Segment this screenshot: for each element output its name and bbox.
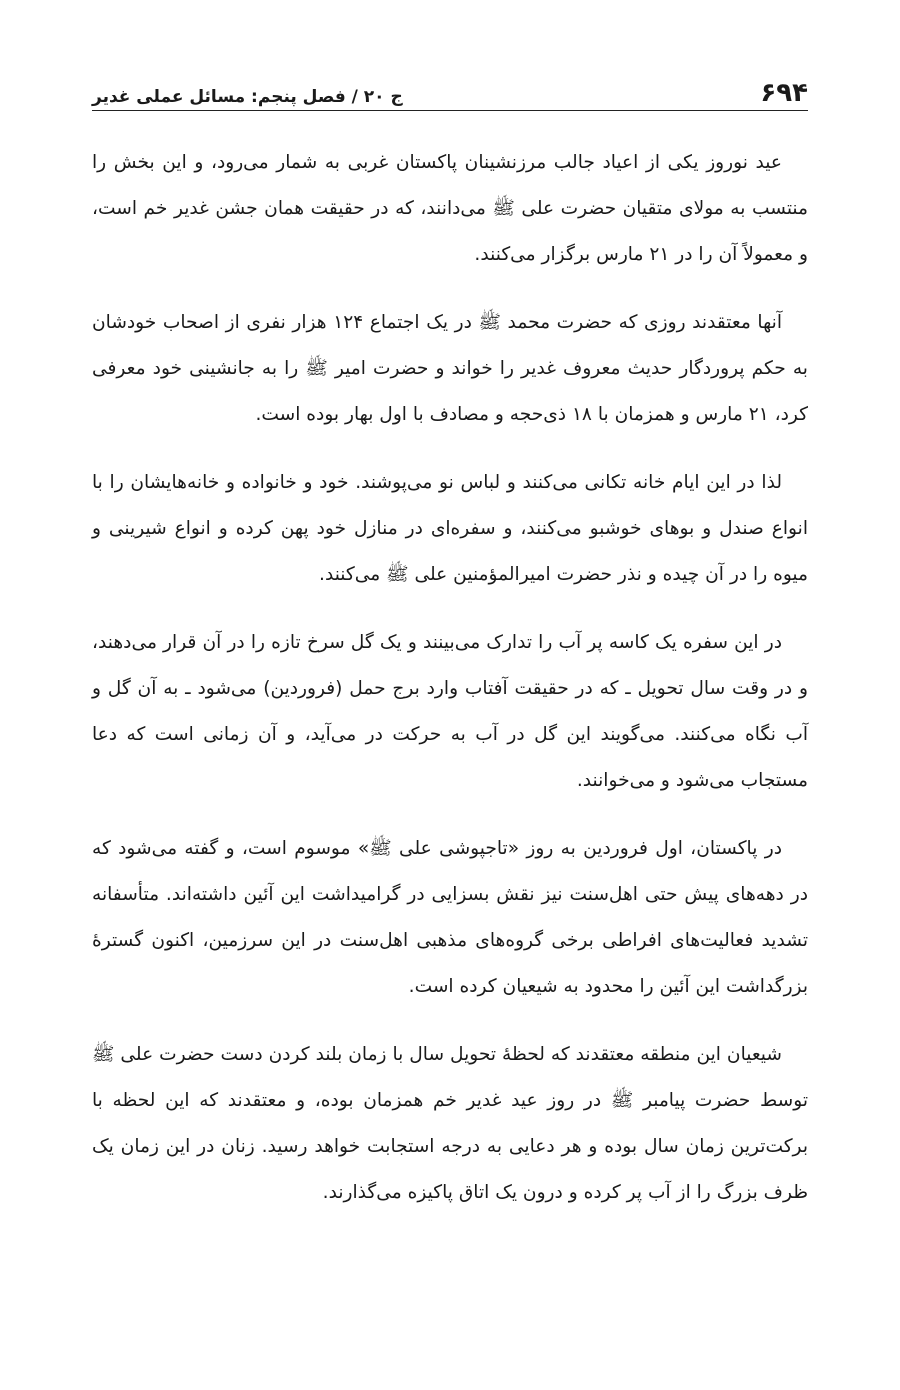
page-header: [92, 66, 808, 111]
paragraph-5: در پاکستان، اول فروردین به روز «تاجپوشی علی ﷺ» موسوم است، و گفته می‌شود که در دهه‌های پیش حتی اهل‌سنت نیز نقش بسزایی در گرامیداشت این آئین داشته‌اند. متأسفانه تشدید فعالیت‌های افراطی برخی گروه‌های مذهبی اهل‌سنت در این سرزمین، اکنون گسترهٔ بزرگداشت این آئین را محدود به شیعیان کرده است.: [92, 838, 808, 997]
running-title: ج ۲۰ / فصل پنجم: مسائل عملی غدیر: [92, 87, 403, 107]
book-page: [92, 0, 808, 1390]
paragraph-2: آنها معتقدند روزی که حضرت محمد ﷺ در یک اجتماع ۱۲۴ هزار نفری از اصحاب خودشان به حکم پروردگار حدیث معروف غدیر را خواند و حضرت امیر ﷺ را به جانشینی خود معرفی کرد، ۲۱ مارس و همزمان با ۱۸ ذی‌حجه و مصادف با اول بهار بوده است.: [92, 312, 808, 425]
page-body: [92, 140, 808, 1238]
page-number: ۶۹۴: [760, 78, 808, 108]
paragraph-4: در این سفره یک کاسه پر آب را تدارک می‌بینند و یک گل سرخ تازه را در آن قرار می‌دهند، و در وقت سال تحویل ـ که در حقیقت آفتاب وارد برج حمل (فروردین) می‌شود ـ به آن گل و آب نگاه می‌کنند. می‌گویند این گل در آب به حرکت در می‌آید، و آن زمانی است که دعا مستجاب می‌شود و می‌خوانند.: [92, 632, 808, 791]
paragraph-6: شیعیان این منطقه معتقدند که لحظهٔ تحویل سال با زمان بلند کردن دست حضرت علی ﷺ توسط حضرت پیامبر ﷺ در روز عید غدیر خم همزمان بوده، و معتقدند که این لحظه با برکت‌ترین زمان سال بوده و هر دعایی به درجه استجابت خواهد رسید. زنان در این زمان یک ظرف بزرگ را از آب پر کرده و درون یک اتاق پاکیزه می‌گذارند.: [92, 1044, 808, 1203]
paragraph-3: لذا در این ایام خانه تکانی می‌کنند و لباس نو می‌پوشند. خود و خانواده و خانه‌هایشان را با انواع صندل و بوهای خوشبو می‌کنند، و سفره‌ای در منازل خود پهن کرده و انواع شیرینی و میوه را در آن چیده و نذر حضرت امیرالمؤمنین علی ﷺ می‌کنند.: [92, 472, 808, 585]
paragraph-1: عید نوروز یکی از اعیاد جالب مرزنشینان پاکستان غربی به شمار می‌رود، و این بخش را منتسب به مولای متقیان حضرت علی ﷺ می‌دانند، که در حقیقت همان جشن غدیر خم است، و معمولاً آن را در ۲۱ مارس برگزار می‌کنند.: [92, 152, 808, 265]
